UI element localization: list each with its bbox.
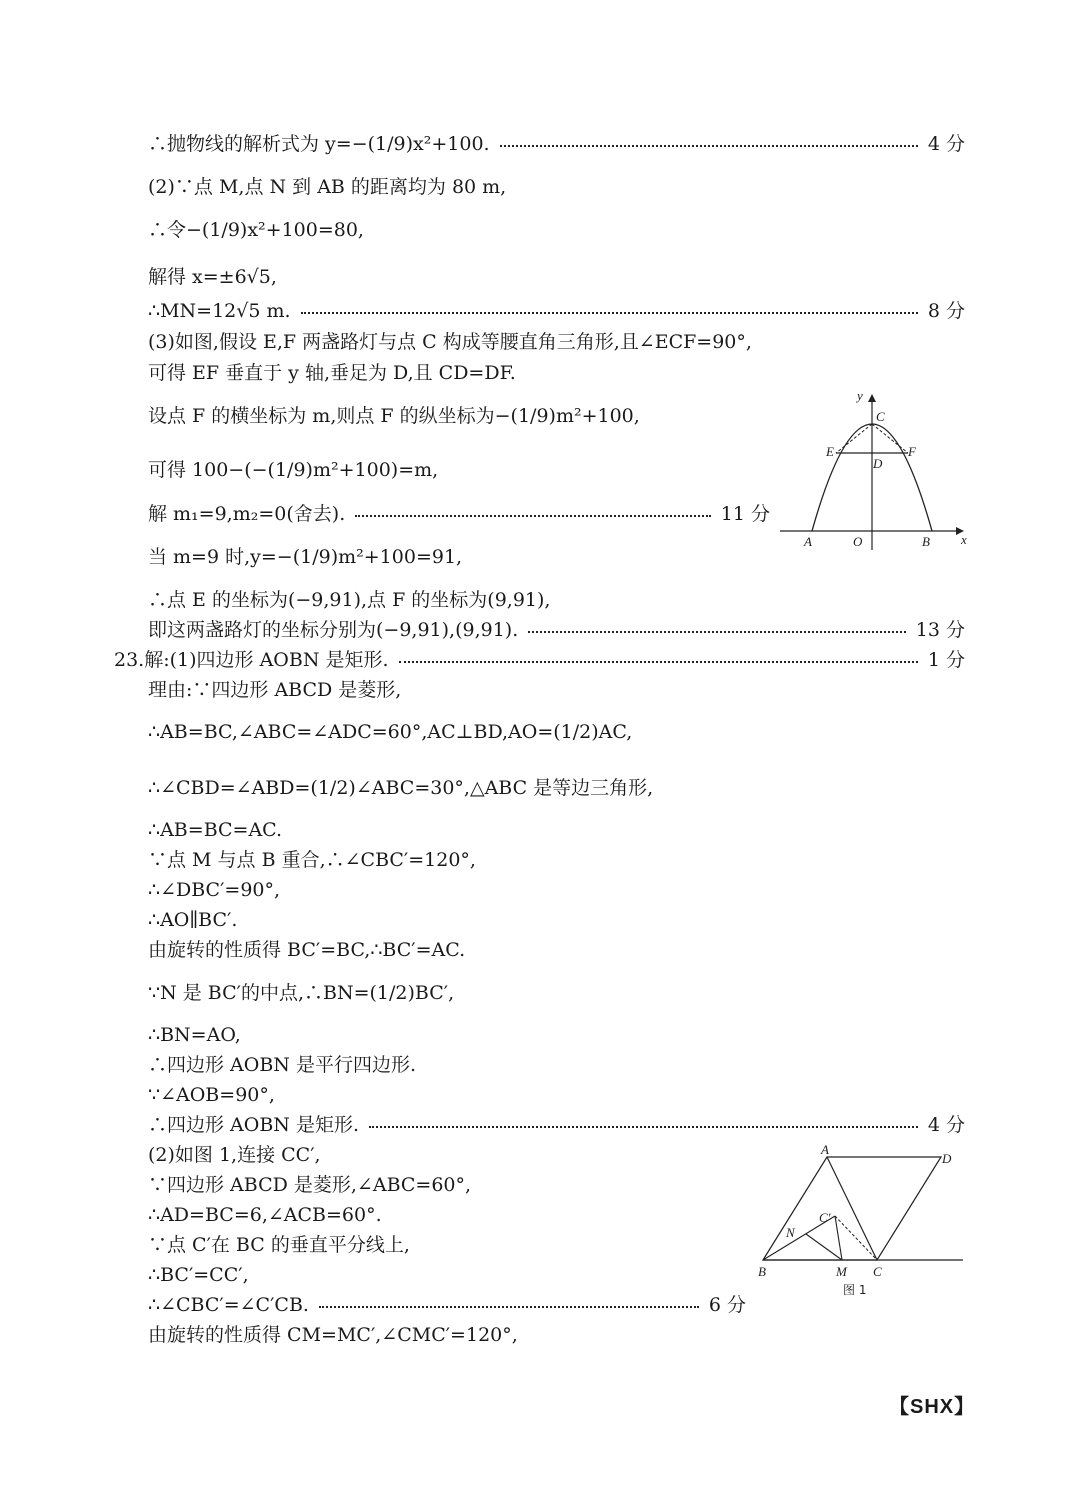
label-x: x	[961, 532, 967, 547]
label-a: A	[821, 1142, 829, 1157]
line-8: 设点 F 的横坐标为 m,则点 F 的纵坐标为−(1/9)m²+100,	[148, 405, 640, 427]
line-6: (3)如图,假设 E,F 两盏路灯与点 C 构成等腰直角三角形,且∠ECF=90°,	[148, 331, 752, 353]
line-17: ∴∠CBD=∠ABD=(1/2)∠ABC=30°,△ABC 是等边三角形,	[148, 777, 654, 799]
segment-nm	[806, 1234, 842, 1260]
line-10	[148, 502, 770, 526]
line-26: ∵∠AOB=90°,	[148, 1084, 275, 1106]
score-points: 11 分	[720, 503, 770, 525]
label-c-prime: C′	[819, 1210, 831, 1225]
line-16: ∴AB=BC,∠ABC=∠ADC=60°,AC⊥BD,AO=(1/2)AC,	[148, 721, 633, 743]
label-n: N	[786, 1225, 795, 1240]
line-4: 解得 x=±6√5,	[148, 266, 277, 288]
score-points: 1 分	[927, 649, 965, 671]
parabola-figure	[776, 386, 972, 558]
line-33	[148, 1293, 746, 1317]
dotted-leader	[500, 145, 918, 147]
label-a: A	[804, 534, 812, 549]
score-points: 13 分	[915, 619, 965, 641]
diagonal-ac	[827, 1157, 877, 1260]
line-text: 23.解:(1)四边形 AOBN 是矩形.	[114, 649, 389, 671]
dotted-leader	[355, 515, 711, 517]
line-7: 可得 EF 垂直于 y 轴,垂足为 D,且 CD=DF.	[148, 362, 516, 384]
line-23: ∵N 是 BC′的中点,∴BN=(1/2)BC′,	[148, 982, 455, 1004]
line-21: ∴AO∥BC′.	[148, 909, 238, 931]
label-b: B	[758, 1264, 766, 1279]
line-22: 由旋转的性质得 BC′=BC,∴BC′=AC.	[148, 939, 466, 961]
line-19: ∵点 M 与点 B 重合,∴∠CBC′=120°,	[148, 849, 476, 871]
line-13	[148, 618, 965, 642]
score-points: 6 分	[708, 1294, 746, 1316]
line-28: (2)如图 1,连接 CC′,	[148, 1144, 321, 1166]
dotted-leader	[399, 661, 918, 663]
line-1	[148, 132, 965, 156]
line-text: ∴四边形 AOBN 是矩形.	[148, 1114, 360, 1136]
line-31: ∵点 C′在 BC 的垂直平分线上,	[148, 1234, 410, 1256]
label-m: M	[836, 1264, 847, 1279]
line-text: ∴∠CBC′=∠C′CB.	[148, 1294, 309, 1316]
label-d: D	[873, 456, 883, 471]
segment-cf	[872, 424, 908, 453]
line-15: 理由:∵四边形 ABCD 是菱形,	[148, 679, 402, 701]
label-e: E	[826, 444, 834, 459]
line-text: 解 m₁=9,m₂=0(舍去).	[148, 503, 346, 525]
line-18: ∴AB=BC=AC.	[148, 819, 283, 841]
score-points: 8 分	[927, 300, 965, 322]
segment-mc-prime	[835, 1216, 842, 1260]
line-3: ∴令−(1/9)x²+100=80,	[148, 219, 364, 241]
line-12: ∴点 E 的坐标为(−9,91),点 F 的坐标为(9,91),	[148, 589, 551, 611]
dotted-leader	[528, 631, 906, 633]
label-o: O	[853, 534, 863, 549]
dotted-leader	[369, 1126, 918, 1128]
dotted-leader	[319, 1306, 699, 1308]
figure-caption: 图 1	[843, 1283, 867, 1297]
score-points: 4 分	[927, 133, 965, 155]
line-text: 即这两盏路灯的坐标分别为(−9,91),(9,91).	[148, 619, 519, 641]
score-points: 4 分	[927, 1114, 965, 1136]
label-f: F	[908, 444, 916, 459]
line-text: ∴MN=12√5 m.	[148, 300, 291, 322]
line-34: 由旋转的性质得 CM=MC′,∠CMC′=120°,	[148, 1324, 518, 1346]
footer-tag: 【SHX】	[889, 1396, 976, 1418]
line-30: ∴AD=BC=6,∠ACB=60°.	[148, 1204, 382, 1226]
line-9: 可得 100−(−(1/9)m²+100)=m,	[148, 459, 439, 481]
label-d: D	[942, 1151, 952, 1166]
line-24: ∴BN=AO,	[148, 1024, 241, 1046]
y-axis-arrow	[868, 394, 876, 402]
dotted-leader	[301, 312, 918, 314]
rhombus-figure	[748, 1136, 968, 1300]
segment-ce	[836, 424, 872, 453]
line-text: ∴抛物线的解析式为 y=−(1/9)x²+100.	[148, 133, 490, 155]
line-20: ∴∠DBC′=90°,	[148, 879, 281, 901]
line-5	[148, 299, 965, 323]
line-25: ∴四边形 AOBN 是平行四边形.	[148, 1054, 417, 1076]
label-y: y	[857, 388, 863, 403]
label-c: C	[873, 1264, 882, 1279]
line-14	[114, 648, 965, 672]
line-11: 当 m=9 时,y=−(1/9)m²+100=91,	[148, 546, 463, 568]
label-b: B	[922, 534, 930, 549]
label-c: C	[876, 409, 885, 424]
line-32: ∴BC′=CC′,	[148, 1264, 249, 1286]
line-27	[148, 1113, 965, 1137]
line-2: (2)∵点 M,点 N 到 AB 的距离均为 80 m,	[148, 176, 507, 198]
line-29: ∵四边形 ABCD 是菱形,∠ABC=60°,	[148, 1174, 472, 1196]
